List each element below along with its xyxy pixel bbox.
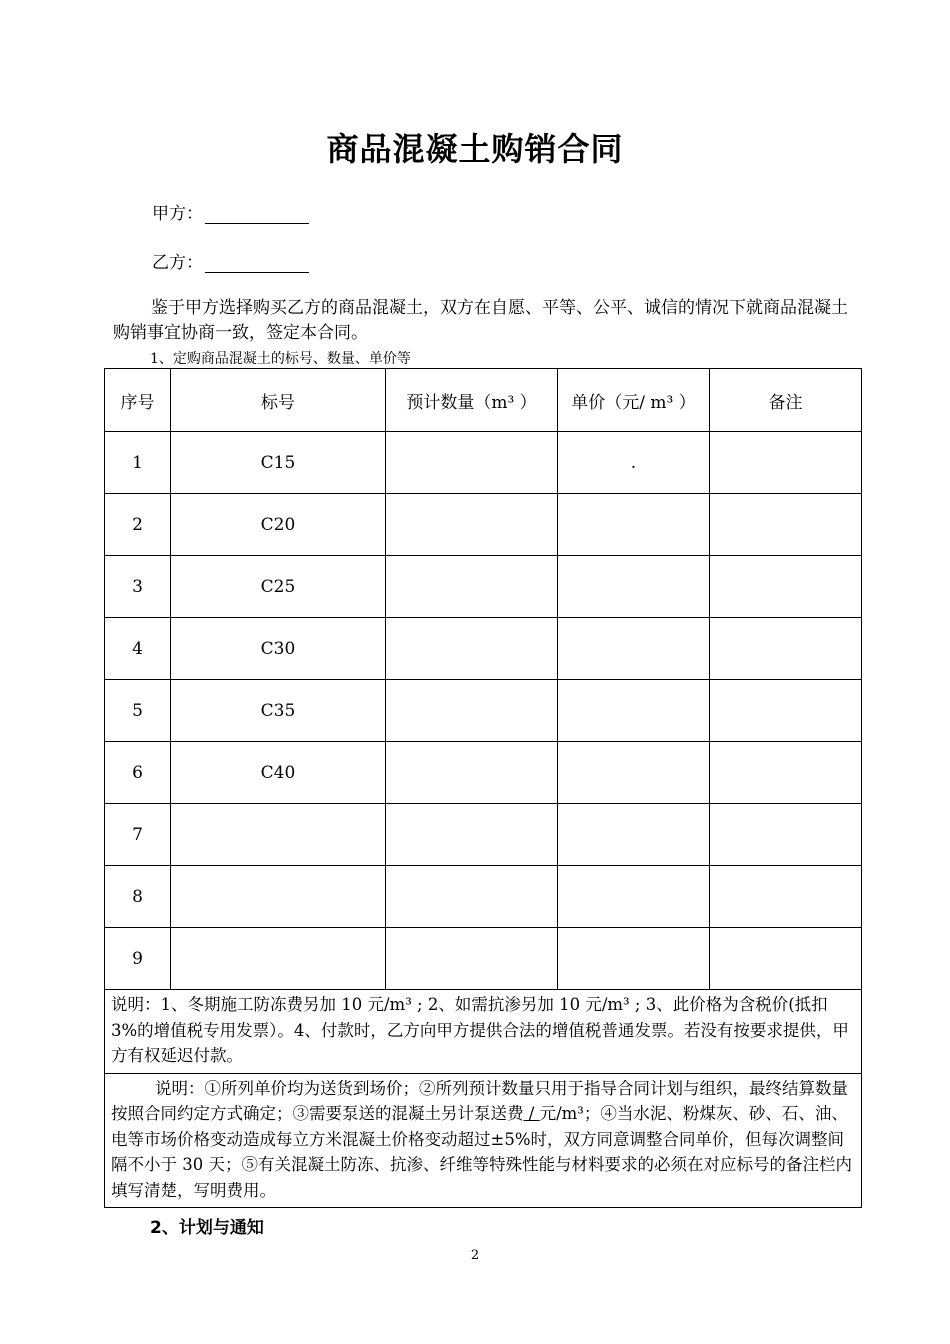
header-remark: 备注 xyxy=(710,369,862,432)
pump-fee-blank: / xyxy=(523,1104,540,1123)
cell-remark xyxy=(710,866,862,928)
cell-grade: C30 xyxy=(171,618,386,680)
cell-remark xyxy=(710,618,862,680)
cell-price xyxy=(558,556,710,618)
table-row xyxy=(105,928,862,990)
note-2 xyxy=(105,1073,862,1208)
cell-price xyxy=(558,928,710,990)
intro-paragraph: 鉴于甲方选择购买乙方的商品混凝土，双方在自愿、平等、公平、诚信的情况下就商品混凝土购销事宜协商一致，签定本合同。 xyxy=(113,298,848,343)
cell-price xyxy=(558,494,710,556)
table-row xyxy=(105,804,862,866)
table-row xyxy=(105,618,862,680)
cell-no: 5 xyxy=(105,680,171,742)
section-2-heading: 2、计划与通知 xyxy=(150,1218,264,1238)
note-row-1 xyxy=(105,990,862,1074)
cell-no: 7 xyxy=(105,804,171,866)
party-b-blank[interactable] xyxy=(205,254,309,273)
cell-grade: C35 xyxy=(171,680,386,742)
cell-qty xyxy=(386,680,558,742)
party-a-line xyxy=(152,199,309,224)
cell-price xyxy=(558,680,710,742)
table-row xyxy=(105,680,862,742)
cell-qty xyxy=(386,742,558,804)
cell-remark xyxy=(710,680,862,742)
cell-no: 2 xyxy=(105,494,171,556)
cell-qty xyxy=(386,432,558,494)
cell-remark xyxy=(710,494,862,556)
cell-no: 9 xyxy=(105,928,171,990)
cell-qty xyxy=(386,494,558,556)
section-1-heading: 1、定购商品混凝土的标号、数量、单价等 xyxy=(150,351,411,367)
cell-no: 1 xyxy=(105,432,171,494)
cell-price xyxy=(558,804,710,866)
note-2-part-1: 说明：①所列单价均为送货到场价；②所列预计数量只用于指导合同计划与组织，最终结算数量按照合同约定方式确定；③需要泵送的混凝土另计泵送费 xyxy=(111,1078,848,1123)
party-a-label: 甲方： xyxy=(152,204,203,224)
cell-grade: C15 xyxy=(171,432,386,494)
note-1: 说明：1、冬期施工防冻费另加 10 元/m³ ; 2、如需抗渗另加 10 元/m³ ; 3、此价格为含税价(抵扣 3%的增值税专用发票）。4、付款时，乙方向甲方提供合法的增值税普通发票。若没有按要求提供，甲方有权延迟付款。 xyxy=(105,990,862,1074)
cell-remark xyxy=(710,928,862,990)
concrete-spec-table xyxy=(104,368,862,1208)
document-title: 商品混凝土购销合同 xyxy=(326,130,624,168)
cell-grade xyxy=(171,866,386,928)
cell-no: 8 xyxy=(105,866,171,928)
cell-price: . xyxy=(558,432,710,494)
note-2-part-2: 元/m³；④当水泥、粉煤灰、砂、石、油、电等市场价格变动造成每立方米混凝土价格变动超过±5%时，双方同意调整合同单价，但每次调整间隔不小于 30 天；⑤有关混凝土防冻、抗渗、纤维等特殊性能与材料要求的必须在对应标号的备注栏内填写清楚，写明费用。 xyxy=(111,1104,852,1200)
cell-grade: C40 xyxy=(171,742,386,804)
cell-qty xyxy=(386,618,558,680)
header-grade: 标号 xyxy=(171,369,386,432)
cell-remark xyxy=(710,804,862,866)
table-row xyxy=(105,866,862,928)
party-b-line xyxy=(152,248,309,273)
table-header-row xyxy=(105,369,862,432)
table-row xyxy=(105,432,862,494)
cell-remark xyxy=(710,432,862,494)
table-row xyxy=(105,742,862,804)
header-no: 序号 xyxy=(105,369,171,432)
cell-no: 6 xyxy=(105,742,171,804)
cell-qty xyxy=(386,866,558,928)
cell-remark xyxy=(710,742,862,804)
cell-qty xyxy=(386,556,558,618)
table-row xyxy=(105,494,862,556)
cell-qty xyxy=(386,928,558,990)
header-price: 单价（元/ m³ ） xyxy=(558,369,710,432)
cell-remark xyxy=(710,556,862,618)
cell-no: 4 xyxy=(105,618,171,680)
cell-price xyxy=(558,742,710,804)
party-b-label: 乙方： xyxy=(152,253,203,273)
cell-grade: C25 xyxy=(171,556,386,618)
party-a-blank[interactable] xyxy=(205,205,309,224)
table-row xyxy=(105,556,862,618)
cell-no: 3 xyxy=(105,556,171,618)
cell-price xyxy=(558,618,710,680)
note-row-2 xyxy=(105,1073,862,1208)
cell-qty xyxy=(386,804,558,866)
cell-grade: C20 xyxy=(171,494,386,556)
cell-grade xyxy=(171,804,386,866)
cell-price xyxy=(558,866,710,928)
header-qty: 预计数量（m³ ） xyxy=(386,369,558,432)
page-number: 2 xyxy=(470,1248,480,1263)
cell-grade xyxy=(171,928,386,990)
